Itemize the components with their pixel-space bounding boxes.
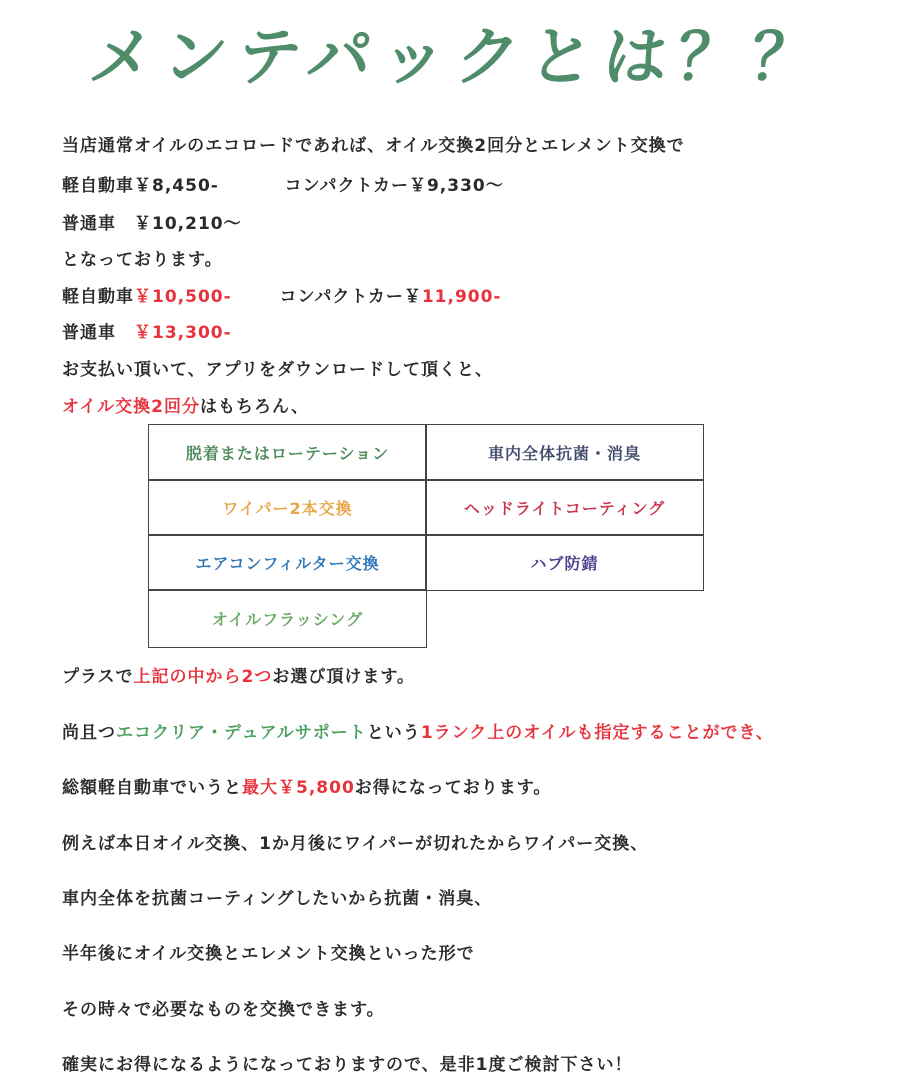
text-segment: プラスで [62, 667, 134, 687]
price-compact: コンパクトカー￥9,330～ [284, 176, 504, 196]
pack-price-line-2 [62, 323, 232, 343]
text-line: となっております。 [62, 250, 223, 270]
closing-line: 確実にお得になるようになっておりますので、是非1度ご検討下さい！ [62, 1055, 633, 1075]
options-table [148, 424, 704, 648]
pack-kei-price: ￥10,500- [134, 287, 232, 307]
text-line [62, 723, 774, 743]
pack-kei-label: 軽自動車 [62, 287, 134, 307]
intro-line: 当店通常オイルのエコロードであれば、オイル交換2回分とエレメント交換で [62, 136, 685, 156]
pack-compact-price: 11,900- [421, 287, 502, 307]
text-line: お支払い頂いて、アプリをダウンロードして頂くと、 [62, 360, 493, 380]
text-line: 半年後にオイル交換とエレメント交換といった形で [62, 944, 475, 964]
option-label: 脱着またはローテーション [185, 444, 390, 463]
pack-price-line-1 [62, 287, 502, 307]
text-segment: という [366, 723, 421, 743]
text-line [62, 667, 415, 687]
option-label: オイルフラッシング [211, 610, 364, 629]
option-cell [425, 424, 704, 481]
max-savings-highlight: 最大￥5,800 [242, 778, 355, 798]
option-label: 車内全体抗菌・消臭 [487, 444, 641, 463]
text-line [62, 397, 309, 417]
oil-change-highlight: オイル交換2回分 [62, 397, 200, 417]
pack-normal-price: ￥13,300- [134, 323, 232, 343]
choose-two-highlight: 上記の中から2つ [133, 667, 273, 687]
text-segment: お得になっております。 [354, 778, 552, 798]
text-segment: 尚且つ [62, 723, 116, 743]
text-line [62, 778, 551, 798]
text-line: 例えば本日オイル交換、1か月後にワイパーが切れたからワイパー交換、 [62, 834, 649, 854]
price-kei: 軽自動車￥8,450- [62, 176, 219, 196]
pack-compact-label: コンパクトカー￥ [279, 287, 422, 307]
option-cell [425, 479, 704, 536]
text-segment: お選び頂けます。 [272, 667, 415, 687]
oil-name-highlight: エコクリア・デュアルサポート [116, 723, 367, 743]
option-cell [148, 479, 427, 536]
option-cell [148, 424, 427, 481]
price-line-1 [62, 176, 504, 196]
option-cell [425, 534, 704, 591]
option-cell [148, 534, 427, 591]
option-label: ワイパー2本交換 [222, 499, 353, 518]
text-segment: はもちろん、 [199, 397, 310, 417]
text-line: その時々で必要なものを交換できます。 [62, 1000, 385, 1020]
pack-normal-label: 普通車 [62, 323, 134, 343]
option-label: ハブ防錆 [530, 554, 599, 573]
option-label: エアコンフィルター交換 [195, 554, 380, 573]
price-normal: 普通車 ￥10,210～ [62, 214, 242, 234]
page-title: メンテパックとは？？ [85, 21, 830, 95]
option-label: ヘッドライトコーティング [463, 499, 666, 518]
text-line: 車内全体を抗菌コーティングしたいから抗菌・消臭、 [62, 889, 493, 909]
text-segment: 総額軽自動車でいうと [62, 778, 242, 798]
option-cell [148, 589, 427, 648]
upgrade-highlight: 1ランク上のオイルも指定することができ、 [420, 723, 774, 743]
